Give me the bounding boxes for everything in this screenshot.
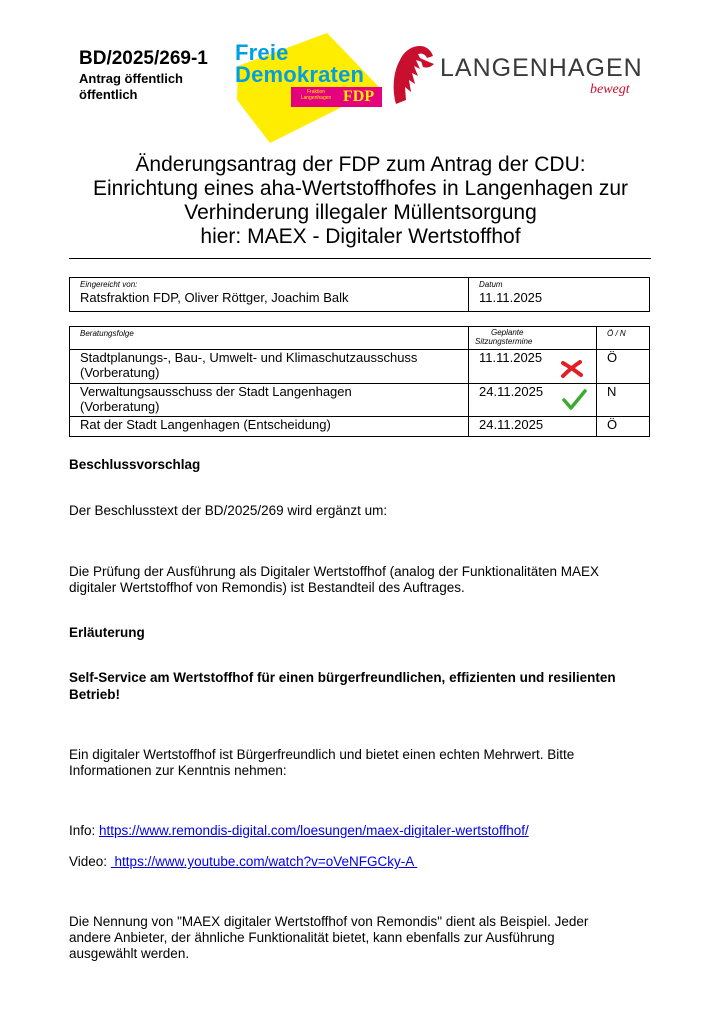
meeting-date: 24.11.2025 [479, 384, 544, 399]
title-line-1: Änderungsantrag der FDP zum Antrag der CDU: [135, 153, 586, 176]
video-link[interactable]: https://www.youtube.com/watch?v=oVeNFGCky-A [110, 854, 418, 869]
info-label: Info: [69, 823, 100, 838]
proposal-text: Der Beschlusstext der BD/2025/269 wird ergänzt um: [69, 503, 388, 518]
lion-icon [390, 42, 436, 108]
header-committee-cell [70, 327, 469, 350]
title-divider [69, 258, 651, 259]
on-value: Ö [607, 417, 618, 432]
info-link[interactable]: https://www.remondis-digital.com/loesungen/maex-digitaler-wertstoffhof/ [99, 823, 529, 838]
on-value: Ö [607, 350, 618, 365]
section-heading-selfservice: Self-Service am Wertstoffhof für einen bürgerfreundlichen, effizienten und resilienten Betrieb! [69, 670, 616, 702]
submitted-by-cell [70, 278, 469, 312]
header-on-cell [597, 327, 650, 350]
committee-cell [70, 350, 469, 384]
meeting-date: 24.11.2025 [479, 417, 544, 432]
check-icon [561, 388, 587, 412]
committee-name: Stadtplanungs-, Bau-, Umwelt- und Klimaschutzausschuss [80, 350, 418, 365]
committee-cell [70, 384, 469, 417]
committee-name: Rat der Stadt Langenhagen (Entscheidung) [80, 417, 331, 432]
fdp-badge-small-text: Fraktion Langenhagen [300, 89, 332, 101]
document-type: Antrag öffentlich [79, 71, 183, 86]
fdp-badge [291, 87, 382, 107]
video-label: Video: [69, 854, 111, 869]
document-visibility: öffentlich [79, 87, 138, 102]
table-row [70, 417, 650, 437]
meeting-date-cell [469, 417, 597, 437]
title-line-4: hier: MAEX - Digitaler Wertstoffhof [200, 225, 521, 248]
fdp-logo-line1: Freie [235, 40, 289, 65]
fdp-logo [232, 30, 384, 145]
section-heading-explanation: Erläuterung [69, 625, 145, 640]
on-value: N [607, 384, 617, 399]
cross-icon [560, 360, 584, 378]
header-on: Ö / N [607, 329, 626, 338]
committee-cell [70, 417, 469, 437]
document-title [70, 153, 651, 249]
fdp-logo-line2: Demokraten [235, 62, 365, 87]
langenhagen-logo [390, 40, 650, 110]
committee-role: (Vorberatung) [80, 365, 160, 380]
langenhagen-wordmark: LANGENHAGEN [440, 54, 643, 82]
submitted-by-label: Eingereicht von: [80, 280, 138, 289]
section-heading-proposal: Beschlussvorschlag [69, 457, 201, 472]
committee-role: (Vorberatung) [80, 399, 160, 414]
langenhagen-tagline: bewegt [590, 82, 630, 97]
title-line-2: Einrichtung eines aha-Wertstoffhofes in Langenhagen zur [92, 177, 629, 200]
closing-text: Die Nennung von "MAEX digitaler Wertstoffhof von Remondis" dient als Beispiel. Jeder andere Anbieter, der ähnliche Funktionalität bietet, kann ebenfalls zur Ausführung ausgewählt werden. [69, 914, 589, 961]
date-value: 11.11.2025 [479, 290, 543, 305]
meeting-date: 11.11.2025 [479, 350, 543, 365]
date-cell [469, 278, 650, 312]
submitted-by-value: Ratsfraktion FDP, Oliver Röttger, Joachim Balk [80, 290, 349, 305]
document-number: BD/2025/269-1 [79, 48, 208, 69]
date-label: Datum [479, 280, 503, 289]
proposal-detail: Die Prüfung der Ausführung als Digitaler Wertstoffhof (analog der Funktionalitäten MAEX digitaler Wertstoffhof von Remondis) ist Bestandteil des Auftrages. [69, 564, 600, 595]
committee-name: Verwaltungsausschuss der Stadt Langenhagen [80, 384, 352, 399]
on-cell [597, 350, 650, 384]
submission-table [69, 277, 650, 312]
on-cell [597, 384, 650, 417]
info-line [69, 823, 654, 839]
consultation-table [69, 326, 650, 437]
on-cell [597, 417, 650, 437]
title-line-3: Verhinderung illegaler Müllentsorgung [184, 201, 537, 224]
header-dates: Geplante Sitzungstermine [475, 328, 533, 346]
fdp-badge-text: FDP [343, 88, 375, 105]
info-text: Ein digitaler Wertstoffhof ist Bürgerfreundlich und bietet einen echten Mehrwert. Bitte Informationen zur Kenntnis nehmen: [69, 747, 575, 778]
header-committee: Beratungsfolge [80, 329, 134, 338]
video-line [69, 854, 654, 870]
header-dates-cell [469, 327, 597, 350]
